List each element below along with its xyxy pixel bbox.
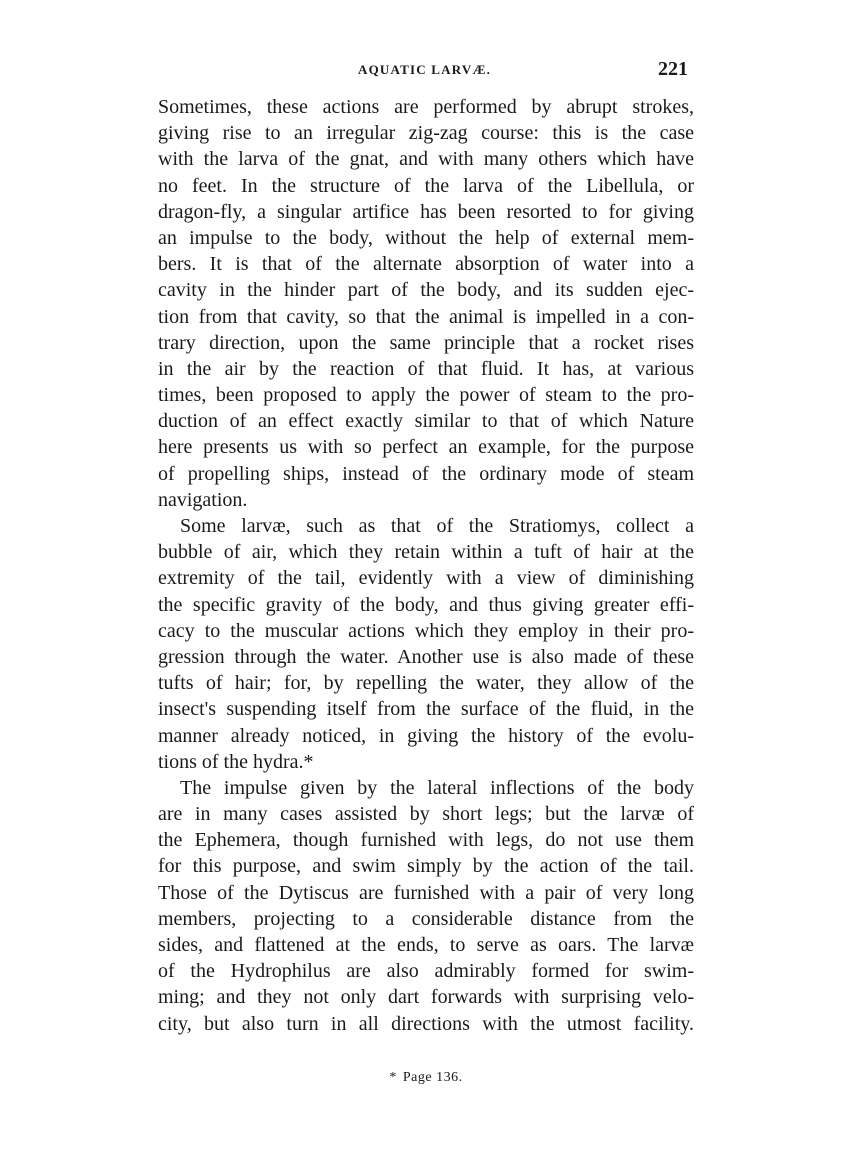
text-line: in the air by the reaction of that fluid. It has, at various: [158, 357, 694, 380]
text-line: tions of the hydra.*: [158, 750, 314, 773]
body-text: [158, 94, 694, 1037]
footnote-mark: *: [389, 1070, 397, 1085]
text-line: of the Hydrophilus are also admirably formed for swim-: [158, 960, 694, 983]
text-line: The impulse given by the lateral inflections of the body: [180, 776, 694, 799]
text-line: tion from that cavity, so that the animal is impelled in a con-: [158, 305, 694, 328]
running-title: AQUATIC LARVÆ.: [358, 62, 492, 77]
text-line: duction of an effect exactly similar to that of which Nature: [158, 410, 694, 433]
text-line: navigation.: [158, 488, 248, 511]
text-line: gression through the water. Another use is also made of these: [158, 645, 694, 668]
text-line: with the larva of the gnat, and with many others which have: [158, 148, 694, 171]
text-line: are in many cases assisted by short legs; but the larvæ of: [158, 803, 694, 826]
footnote-text: Page 136.: [402, 1070, 463, 1085]
running-head: [158, 58, 694, 88]
text-line: city, but also turn in all directions with the utmost facility.: [158, 1012, 694, 1035]
page-number: 221: [658, 58, 688, 80]
text-line: manner already noticed, in giving the history of the evolu-: [158, 724, 694, 747]
text-line: here presents us with so perfect an example, for the purpose: [158, 436, 694, 459]
text-line: the Ephemera, though furnished with legs, do not use them: [158, 829, 694, 852]
text-line: members, projecting to a considerable distance from the: [158, 907, 694, 930]
text-line: tufts of hair; for, by repelling the water, they allow of the: [158, 672, 694, 695]
text-line: of propelling ships, instead of the ordinary mode of steam: [158, 462, 694, 485]
text-line: Those of the Dytiscus are furnished with a pair of very long: [158, 881, 694, 904]
text-line: trary direction, upon the same principle that a rocket rises: [158, 331, 694, 354]
book-page: [158, 58, 694, 1098]
text-line: sides, and flattened at the ends, to serve as oars. The larvæ: [158, 934, 694, 956]
text-line: bers. It is that of the alternate absorption of water into a: [158, 253, 694, 276]
text-line: giving rise to an irregular zig-zag course: this is the case: [158, 122, 694, 145]
text-line: cavity in the hinder part of the body, and its sudden ejec-: [158, 279, 694, 302]
text-line: no feet. In the structure of the larva of the Libellula, or: [158, 174, 694, 197]
text-line: an impulse to the body, without the help of external mem-: [158, 226, 694, 249]
text-line: extremity of the tail, evidently with a view of diminishing: [158, 567, 694, 590]
text-line: times, been proposed to apply the power of steam to the pro-: [158, 384, 694, 407]
text-line: Some larvæ, such as that of the Stratiomys, collect a: [180, 515, 694, 537]
text-line: for this purpose, and swim simply by the action of the tail.: [158, 855, 694, 878]
text-line: insect's suspending itself from the surface of the fluid, in the: [158, 698, 694, 721]
text-line: cacy to the muscular actions which they employ in their pro-: [158, 619, 694, 642]
text-line: the specific gravity of the body, and thus giving greater effi-: [158, 593, 694, 616]
text-line: ming; and they not only dart forwards with surprising velo-: [158, 986, 694, 1009]
text-line: dragon-fly, a singular artifice has been resorted to for giving: [158, 200, 694, 223]
text-line: bubble of air, which they retain within a tuft of hair at the: [158, 541, 694, 564]
text-line: Sometimes, these actions are performed by abrupt strokes,: [158, 96, 694, 118]
footnote: [158, 1070, 694, 1086]
